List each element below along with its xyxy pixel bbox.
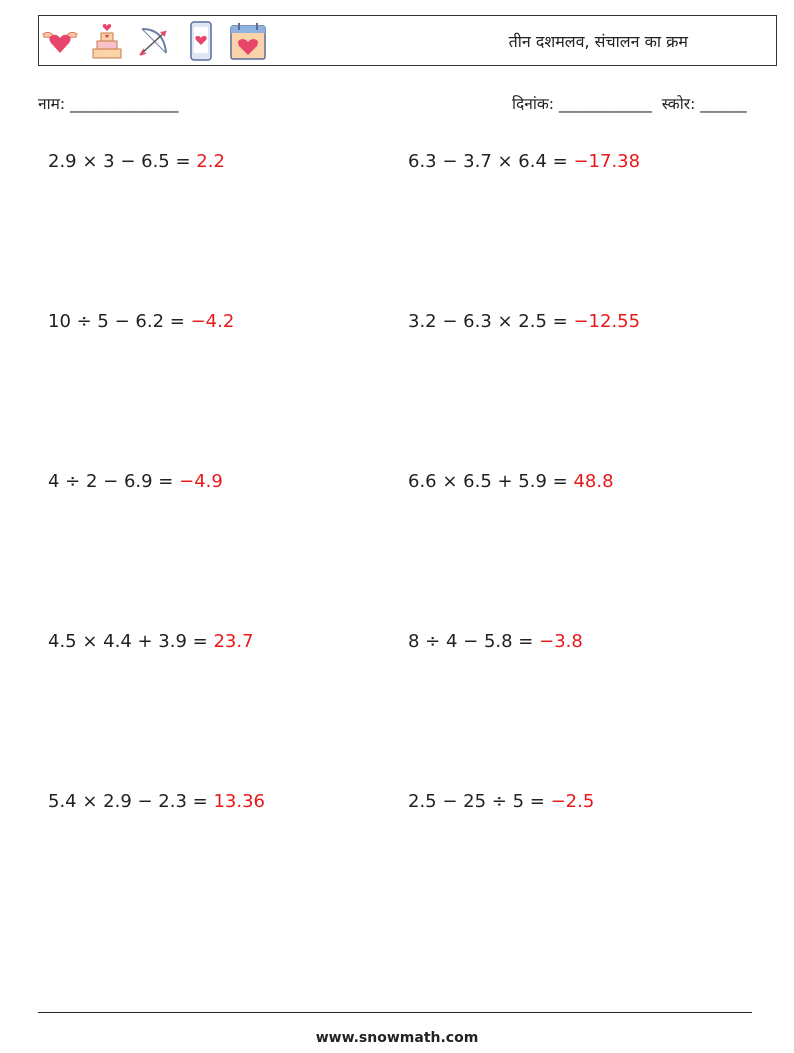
- calendar-heart-icon: [229, 21, 267, 61]
- problem-expression: 10 ÷ 5 − 6.2 =: [48, 311, 191, 332]
- problem-10: [408, 791, 594, 812]
- problem-5: [48, 471, 223, 492]
- problem-7: [48, 631, 254, 652]
- header-box: [38, 15, 777, 66]
- problem-expression: 6.3 − 3.7 × 6.4 =: [408, 151, 574, 172]
- bow-arrow-icon: [135, 21, 173, 61]
- problem-3: [48, 311, 234, 332]
- problem-answer: −4.2: [190, 311, 235, 332]
- icon-row: [41, 19, 276, 63]
- problem-2: [408, 151, 640, 172]
- problem-answer: −3.8: [539, 631, 583, 652]
- problem-expression: 5.4 × 2.9 − 2.3 =: [48, 791, 214, 812]
- name-field: नाम: ______________: [38, 95, 179, 113]
- problem-answer: 48.8: [573, 471, 614, 492]
- problem-expression: 3.2 − 6.3 × 2.5 =: [408, 311, 574, 332]
- problem-6: [408, 471, 614, 492]
- problem-1: [48, 151, 225, 172]
- problem-answer: 2.2: [196, 151, 225, 172]
- footer-url[interactable]: www.snowmath.com: [315, 1030, 479, 1046]
- problem-9: [48, 791, 265, 812]
- page-title: तीन दशमलव, संचालन का क्रम: [508, 32, 688, 51]
- date-field: दिनांक: ____________: [512, 95, 652, 113]
- problem-answer: 13.36: [213, 791, 265, 812]
- footer-divider: [38, 1012, 752, 1013]
- problem-expression: 8 ÷ 4 − 5.8 =: [408, 631, 540, 652]
- problem-expression: 2.5 − 25 ÷ 5 =: [408, 791, 551, 812]
- problem-8: [408, 631, 583, 652]
- problem-expression: 2.9 × 3 − 6.5 =: [48, 151, 197, 172]
- problem-expression: 4 ÷ 2 − 6.9 =: [48, 471, 180, 492]
- wedding-cake-icon: [88, 21, 126, 61]
- score-field: स्कोर: ______: [661, 95, 747, 113]
- problem-answer: −12.55: [573, 311, 641, 332]
- problem-answer: −17.38: [573, 151, 641, 172]
- phone-heart-icon: [182, 21, 220, 61]
- problem-expression: 6.6 × 6.5 + 5.9 =: [408, 471, 574, 492]
- problem-answer: −2.5: [550, 791, 595, 812]
- problem-answer: 23.7: [213, 631, 254, 652]
- winged-heart-icon: [41, 21, 79, 61]
- problem-answer: −4.9: [179, 471, 223, 492]
- date-score-fields: [512, 92, 747, 114]
- problem-expression: 4.5 × 4.4 + 3.9 =: [48, 631, 214, 652]
- problem-4: [408, 311, 640, 332]
